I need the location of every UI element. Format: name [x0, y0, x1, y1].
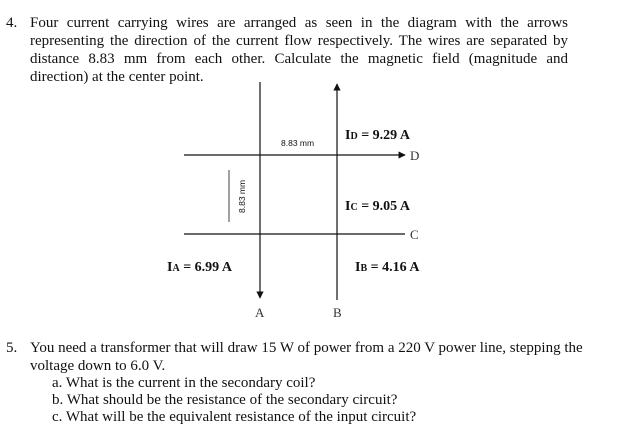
separation-label-vertical: 8.83 mm	[237, 179, 247, 213]
separation-label-horizontal: 8.83 mm	[281, 138, 315, 148]
question-4-number: 4.	[6, 15, 18, 31]
question-4-text: Four current carrying wires are arranged as seen in the diagram with the arrows representing the direction of the current flow respectively. The wires are separated by distance 8.83 mm from each other. Calculate the magnetic field (magnitude and direction) at the center point.	[30, 15, 568, 85]
current-c-label: IC = 9.05 A	[345, 199, 411, 214]
question-5-part-c: c. What will be the equivalent resistance of the input circuit?	[52, 409, 417, 425]
wire-d-end-label: D	[410, 148, 420, 163]
question-5-part-b: b. What should be the resistance of the secondary circuit?	[52, 392, 398, 408]
current-b-label: IB = 4.16 A	[355, 260, 420, 275]
wire-a-end-label: A	[255, 305, 265, 320]
wire-c-end-label: C	[410, 227, 419, 242]
wire-b-end-label: B	[333, 305, 342, 320]
question-5-part-a: a. What is the current in the secondary coil?	[52, 375, 316, 391]
current-a-label: IA = 6.99 A	[167, 260, 233, 275]
question-5-number: 5.	[6, 340, 18, 356]
current-d-label: ID = 9.29 A	[345, 128, 411, 143]
question-5-text: You need a transformer that will draw 15 W of power from a 220 V power line, stepping the voltage down to 6.0 V.	[30, 340, 583, 374]
